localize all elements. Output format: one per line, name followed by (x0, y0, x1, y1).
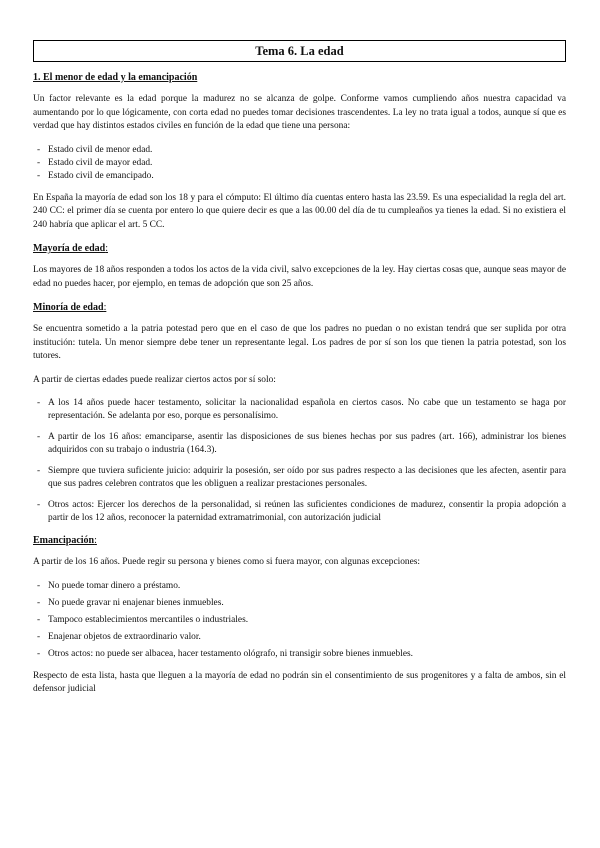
excepciones-list (33, 580, 566, 661)
intro-paragraph: Un factor relevante es la edad porque la madurez no se alcanza de golpe. Conforme vamos cumpliendo años nuestra capacidad va aumentando por lo que lógicamente, con corta edad no puedes tomar decisiones trascendentes. La ley no trata igual a todos, aunque sí que es verdad que hay distintos estados civiles en función de la edad que tiene una persona: (33, 94, 566, 131)
list-item: - No puede gravar ni enajenar bienes inmuebles. (33, 597, 566, 610)
list-item: - Estado civil de menor edad. (33, 144, 566, 157)
list-item: - Tampoco establecimientos mercantiles o industriales. (33, 614, 566, 627)
list-item: - Enajenar objetos de extraordinario valor. (33, 631, 566, 644)
computo-paragraph: En España la mayoría de edad son los 18 y para el cómputo: El último día cuentas entero hasta las 23.59. Es una especialidad la regla del art. 240 CC: el primer día se cuenta por entero lo que quiere decir es que a las 00.00 del día de tu cumpleaños ya tienes la edad. Si no existiera el 240 habría que aplicar el art. 5 CC. (33, 192, 566, 230)
emancipacion-paragraph: A partir de los 16 años. Puede regir su persona y bienes como si fuera mayor, con algunas excepciones: (33, 557, 421, 567)
subheading-emancipacion (33, 534, 566, 547)
mayoria-paragraph: Los mayores de 18 años responden a todos los actos de la vida civil, salvo excepciones de la ley. Hay ciertas cosas que, aunque seas mayor de edad no puedes hacer, por ejemplo, en temas de adopción que son 25 años. (33, 265, 566, 289)
list-item: - Siempre que tuviera suficiente juicio: adquirir la posesión, ser oído por sus padres respecto a las decisiones que les afecten, asentir para que sus padres celebren contratos que les obliguen a realizar prestaciones personales. (33, 465, 566, 491)
subheading-colon: : (105, 243, 108, 254)
section-heading-menor-emancipacion: 1. El menor de edad y la emancipación (33, 72, 198, 83)
minoria-paragraph: Se encuentra sometido a la patria potestad pero que en el caso de que los padres no puedan o no existan tendrá que ser suplida por otra institución: tutela. Un menor siempre debe tener un representante legal. Los padres de por sí son los que tienen la patria potestad, son los tutores. (33, 324, 566, 361)
list-item: - Otros actos: no puede ser albacea, hacer testamento ológrafo, ni transigir sobre bienes inmuebles. (33, 648, 566, 661)
closing-paragraph: Respecto de esta lista, hasta que lleguen a la mayoría de edad no podrán sin el consentimiento de sus progenitores y a falta de ambos, sin el defensor judicial (33, 670, 566, 694)
subheading-emancipacion-label: Emancipación (33, 535, 95, 546)
subheading-mayoria-label: Mayoría de edad (33, 243, 106, 254)
list-item: - Otros actos: Ejercer los derechos de la personalidad, si reúnen las suficientes condiciones de madurez, consentir la propia adopción a partir de los 12 años, reconocer la paternidad extramatrimonial, con autorización judicial (33, 499, 566, 525)
subheading-minoria-label: Minoría de edad (33, 302, 104, 313)
page-title: Tema 6. La edad (33, 40, 566, 62)
list-item: - A partir de los 16 años: emanciparse, asentir las disposiciones de sus bienes hechas por sus padres (art. 166), administrar los bienes adquiridos con su trabajo o industria (164.3). (33, 431, 566, 457)
estados-civiles-list (33, 144, 566, 183)
subheading-colon: : (103, 302, 107, 313)
list-item: - Estado civil de emancipado. (33, 170, 566, 183)
list-item: - No puede tomar dinero a préstamo. (33, 580, 566, 593)
document-page (33, 40, 566, 707)
actos-list (33, 397, 566, 525)
subheading-colon: : (94, 535, 97, 546)
subheading-minoria (33, 301, 566, 314)
list-item: - A los 14 años puede hacer testamento, solicitar la nacionalidad española en ciertos casos. No cabe que un testamento se haga por representación. Se adelanta por eso, porque es personalísimo. (33, 397, 566, 423)
subheading-mayoria (33, 242, 566, 255)
actos-intro-paragraph: A partir de ciertas edades puede realizar ciertos actos por sí solo: (33, 374, 276, 385)
list-item: - Estado civil de mayor edad. (33, 157, 566, 170)
